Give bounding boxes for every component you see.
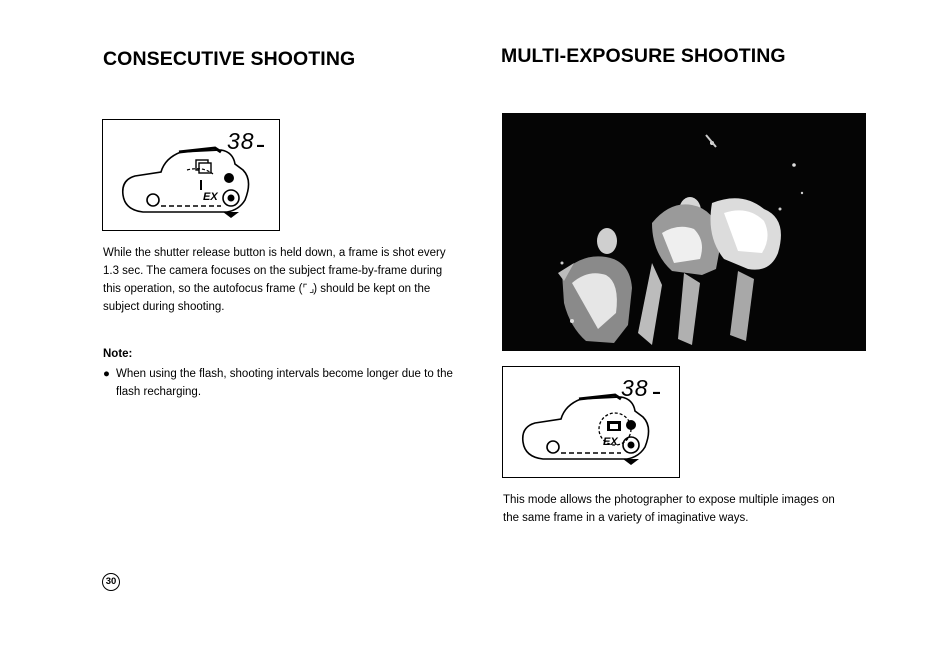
bullet-icon: ● (103, 368, 110, 380)
film-indicator-icon: ▬ (257, 142, 264, 149)
note-list (103, 366, 473, 401)
autofocus-frame-icon: ⌜ ⌟ (302, 282, 314, 295)
camera-top-outline-icon (503, 367, 681, 479)
page-number: 30 (102, 573, 120, 591)
film-indicator-icon: ▬ (653, 389, 660, 396)
consecutive-description: While the shutter release button is held down, a frame is shot every 1.3 sec. The camera focuses on the subject frame-by-frame during this operation, so the autofocus frame (⌜ ⌟) should be kept on the subject during shooting. (103, 247, 446, 313)
consecutive-shooting-heading: CONSECUTIVE SHOOTING (103, 48, 356, 70)
camera-lcd-illustration-consecutive (102, 119, 280, 231)
multi-exposure-shooting-heading: MULTI-EXPOSURE SHOOTING (501, 45, 786, 67)
multi-exposure-description: This mode allows the photographer to expose multiple images on the same frame in a variety of imaginative ways. (503, 494, 835, 524)
frame-counter: 38 (227, 128, 255, 154)
camera-lcd-illustration-multi-exposure (502, 366, 680, 478)
note-item: ● When using the flash, shooting intervals become longer due to the flash recharging. (103, 368, 453, 398)
ex-mode-symbol: EX (203, 191, 218, 203)
multi-exposure-photo (502, 113, 866, 351)
ex-mode-symbol: EX (603, 436, 618, 448)
frame-counter: 38 (621, 375, 649, 401)
note-label: Note: (103, 348, 133, 360)
